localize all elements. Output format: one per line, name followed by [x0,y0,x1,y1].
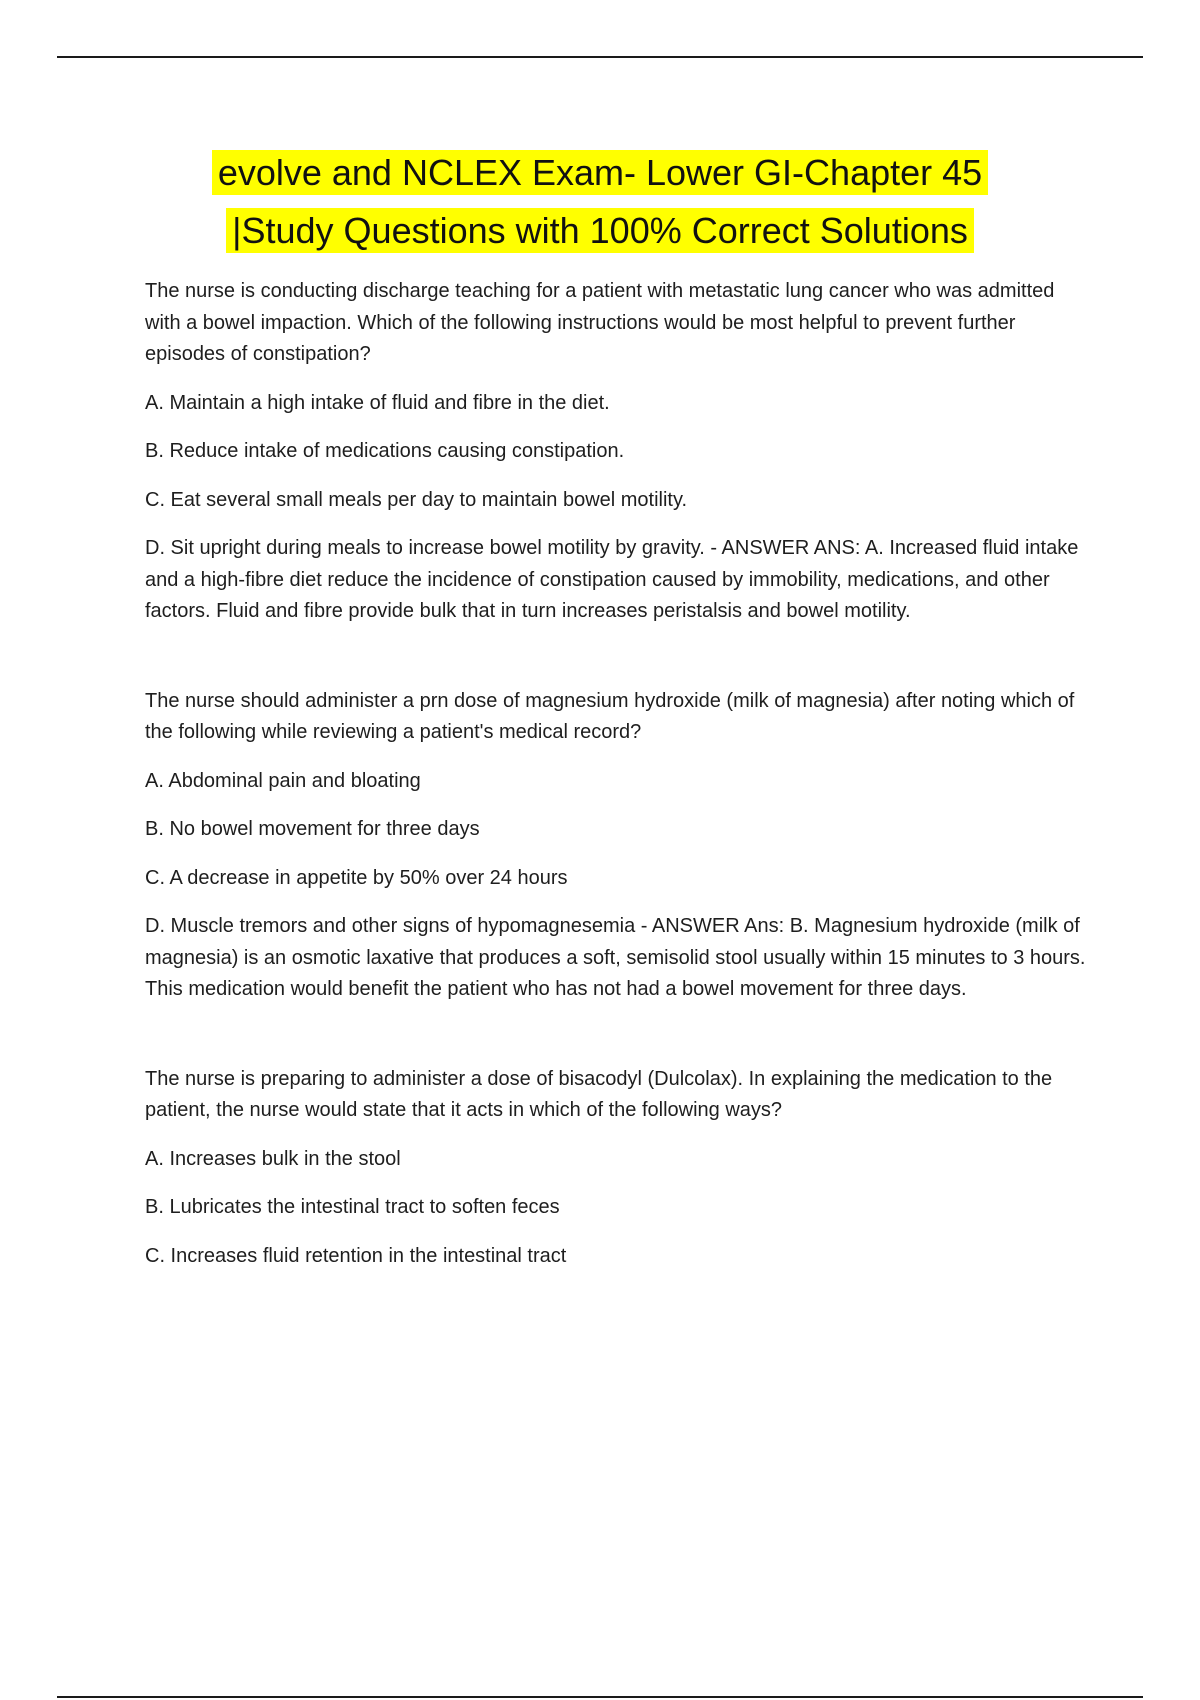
question-stem: The nurse is conducting discharge teaching for a patient with metastatic lung cancer who was admitted with a bowel impaction. Which of the following instructions would be most helpful to prevent further episodes of constipation? [145,280,1055,365]
document-body [145,276,1095,1330]
question-stem: The nurse should administer a prn dose of magnesium hydroxide (milk of magnesia) after noting which of the following while reviewing a patient's medical record? [145,689,1075,743]
document-title [0,144,1200,260]
answer-option-a: A. Increases bulk in the stool [145,1147,401,1170]
answer-option-a: A. Maintain a high intake of fluid and fibre in the diet. [145,391,610,414]
question-1 [145,276,1095,628]
answer-option-d: D. Sit upright during meals to increase bowel motility by gravity. - ANSWER ANS: A. Increased fluid intake and a high-fibre diet reduce the incidence of constipation caused by immobility, medications, and other factors. Fluid and fibre provide bulk that in turn increases peristalsis and bowel motility. [145,537,1079,622]
answer-option-b: B. Reduce intake of medications causing constipation. [145,440,625,462]
answer-option-b: B. No bowel movement for three days [145,818,480,840]
answer-option-d: D. Muscle tremors and other signs of hypomagnesemia - ANSWER Ans: B. Magnesium hydroxide (milk of magnesia) is an osmotic laxative that produces a soft, semisolid stool usually within 15 minutes to 3 hours. This medication would benefit the patient who has not had a bowel movement for three days. [145,915,1086,1000]
answer-option-c: C. Increases fluid retention in the intestinal tract [145,1244,567,1267]
title-line-1: evolve and NCLEX Exam- Lower GI-Chapter 45 [212,150,988,195]
answer-option-c: C. Eat several small meals per day to maintain bowel motility. [145,488,688,511]
title-line-2: |Study Questions with 100% Correct Solutions [226,208,974,253]
answer-option-c: C. A decrease in appetite by 50% over 24 hours [145,866,568,889]
answer-option-b: B. Lubricates the intestinal tract to soften feces [145,1196,560,1218]
question-stem: The nurse is preparing to administer a dose of bisacodyl (Dulcolax). In explaining the medication to the patient, the nurse would state that it acts in which of the following ways? [145,1067,1053,1121]
question-2 [145,686,1095,1006]
bottom-rule [57,1696,1143,1698]
question-3 [145,1064,1095,1273]
top-rule [57,56,1143,58]
answer-option-a: A. Abdominal pain and bloating [145,769,421,792]
